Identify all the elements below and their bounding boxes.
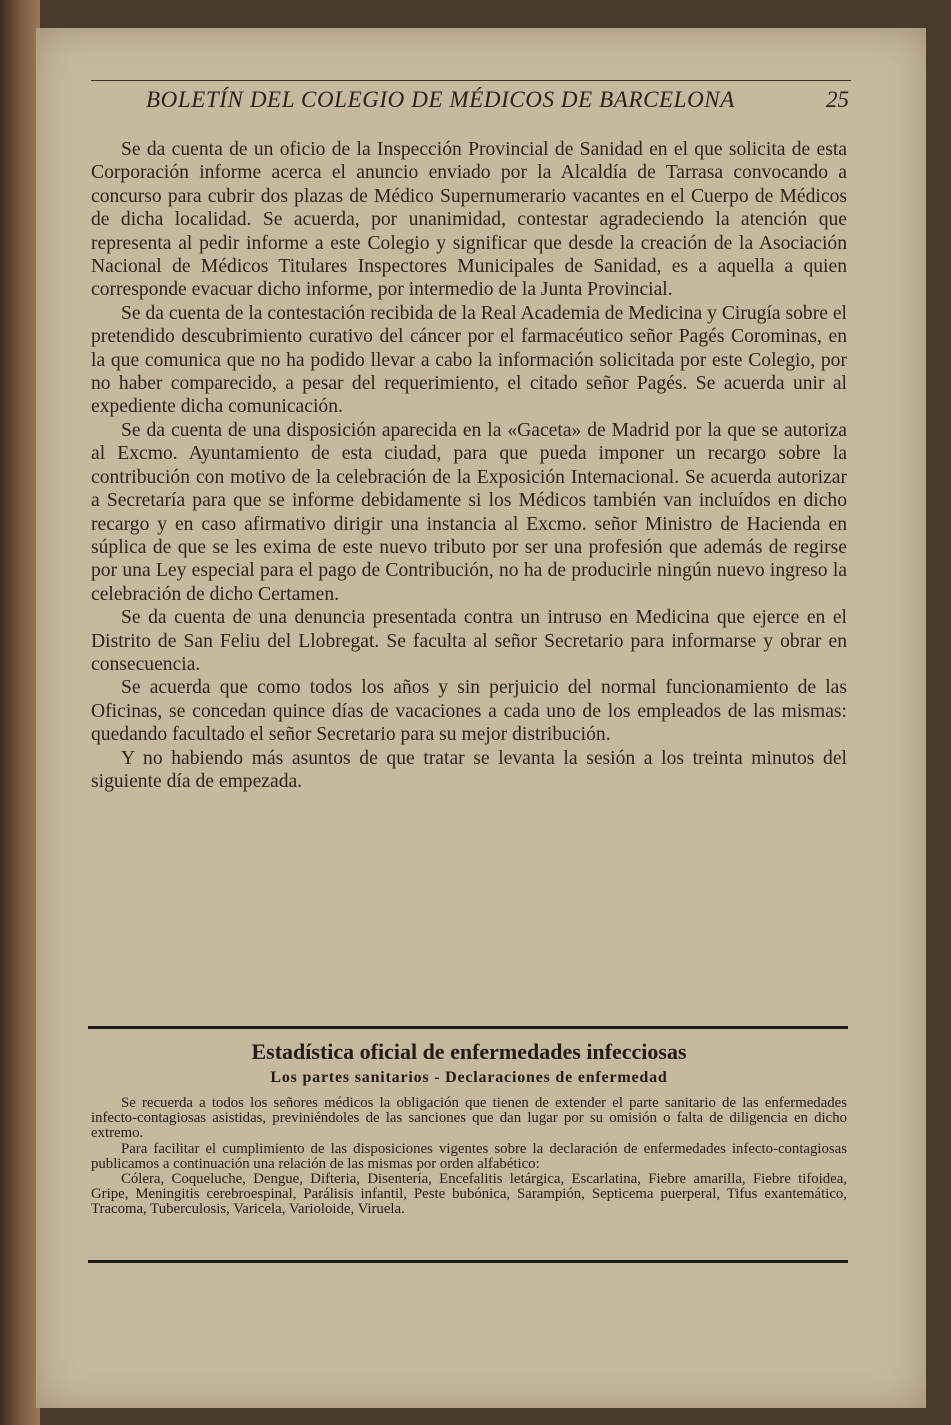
document-page: [36, 28, 926, 1408]
journal-title: BOLETÍN DEL COLEGIO DE MÉDICOS DE BARCELONA: [146, 87, 735, 112]
running-header: [91, 80, 851, 121]
paragraph: Se da cuenta de la contestación recibida de la Real Academia de Medicina y Cirugía sobre el pretendido descubrimiento curativo del cáncer por el farmacéutico señor Pagés Corominas, en la que comunica que no ha podido llevar a cabo la información solicitada por este Colegio, por no haber comparecido, a pesar del requerimiento, el citado señor Pagés. Se acuerda unir al expediente dicha comunicación.: [91, 302, 847, 418]
paragraph: Se da cuenta de una disposición aparecida en la «Gaceta» de Madrid por la que se autoriza al Excmo. Ayuntamiento de esta ciudad, para que pueda imponer un recargo sobre la contribución con motivo de la celebración de la Exposición Internacional. Se acuerda autorizar a Secretaría para que se informe debidamente si los Médicos también van incluídos en dicho recargo y en caso afirmativo dirigir una instancia al Excmo. señor Ministro de Hacienda en súplica de que se les exima de este nuevo tributo por ser una profesión que además de regirse por una Ley especial para el pago de Contribución, no ha de producirle ningún nuevo ingreso la celebración de dicho Certamen.: [91, 419, 847, 605]
page-number: 25: [826, 87, 849, 112]
book-binding-edge: [0, 0, 40, 1425]
minutes-body: [91, 138, 847, 793]
section-divider-bottom: [88, 1260, 848, 1263]
notice-subtitle: Los partes sanitarios - Declaraciones de enfermedad: [270, 1069, 668, 1086]
paragraph: Y no habiendo más asuntos de que tratar se levanta la sesión a los treinta minutos del siguiente día de empezada.: [91, 747, 847, 792]
paragraph: Se acuerda que como todos los años y sin perjuicio del normal funcionamiento de las Oficinas, se concedan quince días de vacaciones a cada uno de los empleados de las mismas: quedando facultado el señor Secretario para su mejor distribución.: [91, 677, 847, 746]
notice-paragraph: Para facilitar el cumplimiento de las disposiciones vigentes sobre la declaración de enfermedades infecto-contagiosas publicamos a continuación una relación de las mismas por orden alfabético:: [91, 1140, 847, 1172]
disease-list: Cólera, Coqueluche, Dengue, Difteria, Disentería, Encefalitis letárgica, Escarlatina, Fiebre amarilla, Fiebre tifoidea, Gripe, Meningitis cerebroespinal, Parálisis infantil, Peste bubónica, Sarampión, Septicema puerperal, Tifus exantemático, Tracoma, Tuberculosis, Varicela, Varioloide, Viruela.: [91, 1171, 847, 1218]
paragraph: Se da cuenta de una denuncia presentada contra un intruso en Medicina que ejerce en el Distrito de San Feliu del Llobregat. Se faculta al señor Secretario para informarse y obrar en consecuencia.: [91, 607, 847, 675]
infectious-disease-notice: [91, 1038, 847, 1218]
paragraph: Se da cuenta de un oficio de la Inspección Provincial de Sanidad en el que solicita de esta Corporación informe acerca el anuncio enviado por la Alcaldía de Tarrasa convocando a concurso para cubrir dos plazas de Médico Supernumerario vacantes en el Cuerpo de Médicos de dicha localidad. Se acuerda, por unanimidad, contestar agradeciendo la atención que representa al pedir informe a este Colegio y significar que desde la creación de la Asociación Nacional de Médicos Titulares Inspectores Municipales de Sanidad, es a aquella a quien corresponde evacuar dicho informe, por intermedio de la Junta Provincial.: [91, 139, 847, 301]
notice-paragraph: Se recuerda a todos los señores médicos la obligación que tienen de extender el parte sanitario de las enfermedades infecto-contagiosas asistidas, previniéndoles de las sanciones que dan lugar por su omisión o falta de diligencia en dicho extremo.: [91, 1095, 847, 1142]
section-divider-top: [88, 1026, 848, 1029]
notice-title: Estadística oficial de enfermedades infecciosas: [251, 1039, 687, 1064]
